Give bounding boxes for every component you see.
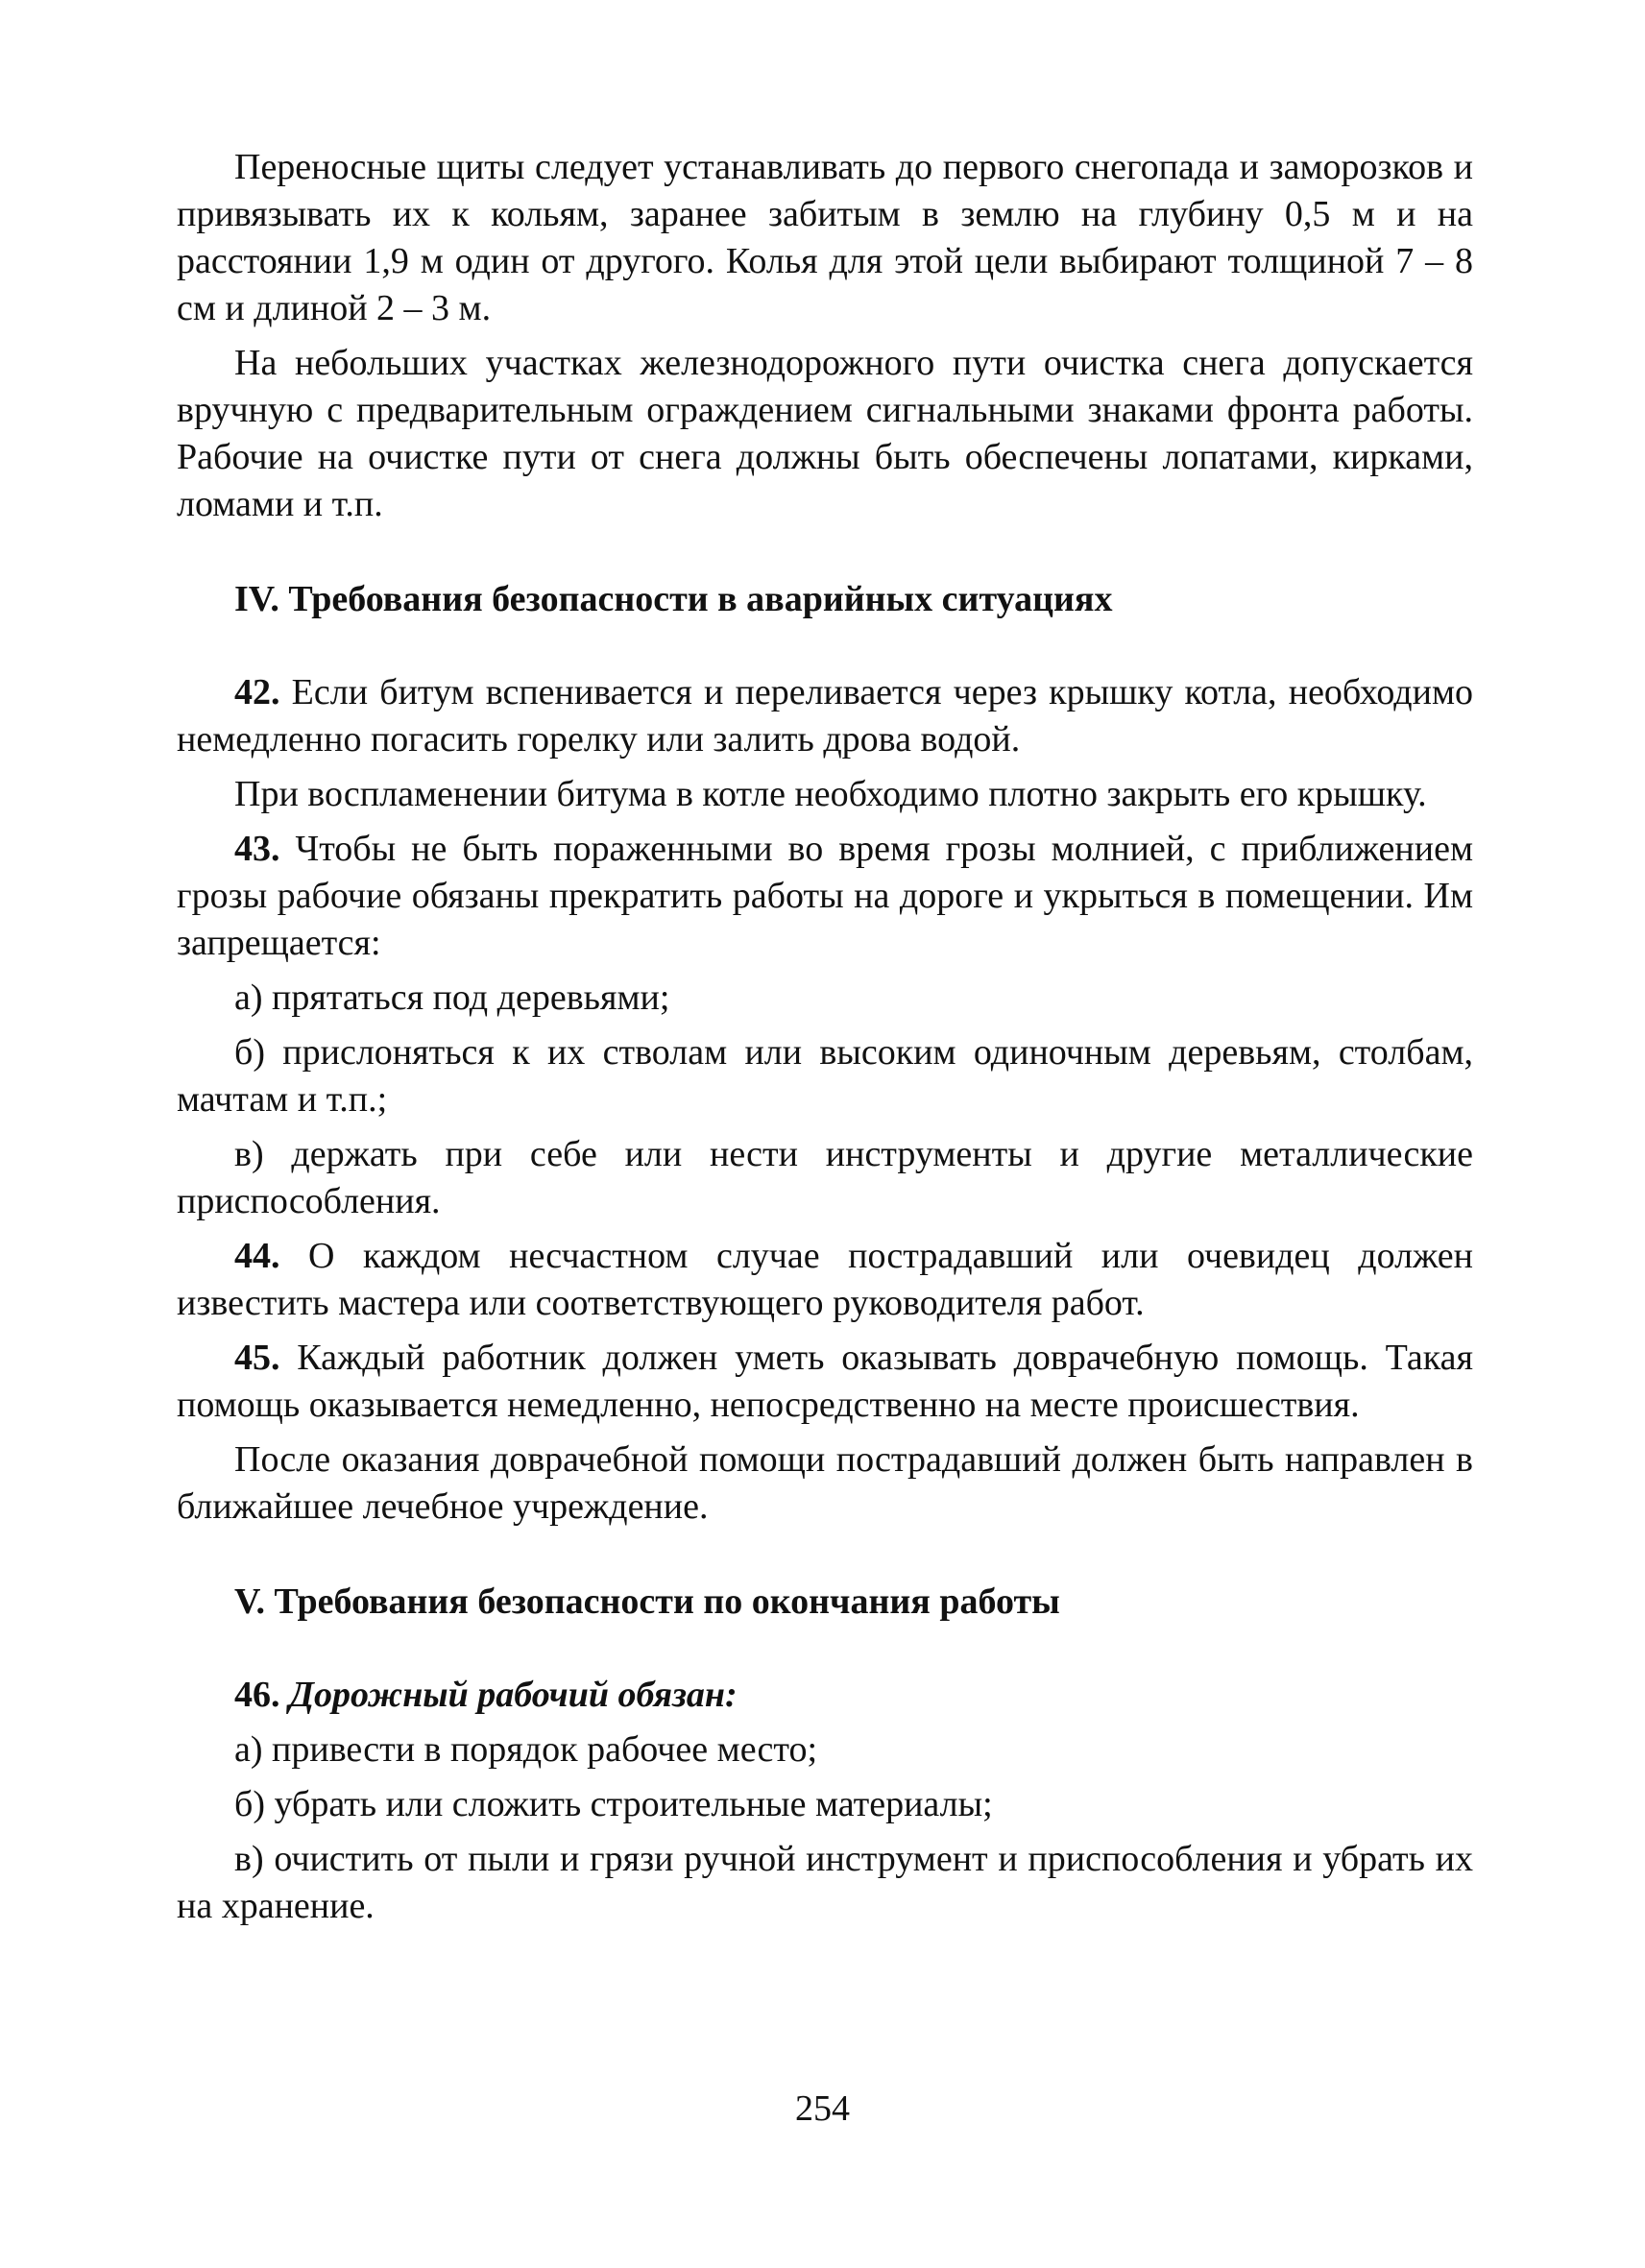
item-46-a: а) привести в порядок рабочее место; [234,1729,818,1770]
item-46-number: 46. [234,1675,280,1715]
item-42-text: Если битум вспенивается и переливается через крышку котла, необходимо немедленно погасить горелку или залить дрова водой. [177,672,1473,760]
item-43-number: 43. [234,829,280,869]
item-46-title: Дорожный рабочий обязан: [289,1675,738,1715]
item-45-text: Каждый работник должен уметь оказывать доврачебную помощь. Такая помощь оказывается немедленно, непосредственно на месте происшествия. [177,1338,1473,1425]
item-45-extra: После оказания доврачебной помощи пострадавший должен быть направлен в ближайшее лечебное учреждение. [177,1439,1473,1527]
item-43-b: б) прислоняться к их стволам или высоким одиночным деревьям, столбам, мачтам и т.п.; [177,1032,1473,1120]
item-44-text: О каждом несчастном случае пострадавший или очевидец должен известить мастера или соответствующего руководителя работ. [177,1236,1473,1323]
item-44-number: 44. [234,1236,280,1276]
document-page [177,144,1473,1938]
item-46-b: б) убрать или сложить строительные материалы; [234,1784,993,1824]
item-42-extra: При воспламенении битума в котле необходимо плотно закрыть его крышку. [234,774,1427,814]
item-46-c: в) очистить от пыли и грязи ручной инструмент и приспособления и убрать их на хранение. [177,1839,1473,1926]
section-4-heading: IV. Требования безопасности в аварийных ситуациях [234,579,1113,619]
item-44 [177,1233,1473,1327]
item-42 [177,669,1473,763]
item-46 [177,1672,1473,1719]
item-45 [177,1335,1473,1429]
paragraph-snow-clearing: На небольших участках железнодорожного пути очистка снега допускается вручную с предварительным ограждением сигнальными знаками фронта работы. Рабочие на очистке пути от снега должны быть обеспечены лопатами, кирками, ломами и т.п. [177,343,1473,524]
item-43 [177,826,1473,967]
item-45-number: 45. [234,1338,280,1378]
item-43-text: Чтобы не быть пораженными во время грозы молнией, с приближением грозы рабочие обязаны прекратить работы на дороге и укрыться в помещении. Им запрещается: [177,829,1473,963]
item-42-number: 42. [234,672,280,712]
item-43-c: в) держать при себе или нести инструменты и другие металлические приспособления. [177,1134,1473,1221]
paragraph-portable-shields: Переносные щиты следует устанавливать до первого снегопада и заморозков и привязывать их к кольям, заранее забитым в землю на глубину 0,5 м и на расстоянии 1,9 м один от другого. Колья для этой цели выбирают толщиной 7 – 8 см и длиной 2 – 3 м. [177,147,1473,328]
item-43-a: а) прятаться под деревьями; [234,977,670,1018]
page-number: 254 [795,2088,850,2129]
section-5-heading: V. Требования безопасности по окончания работы [234,1581,1060,1622]
